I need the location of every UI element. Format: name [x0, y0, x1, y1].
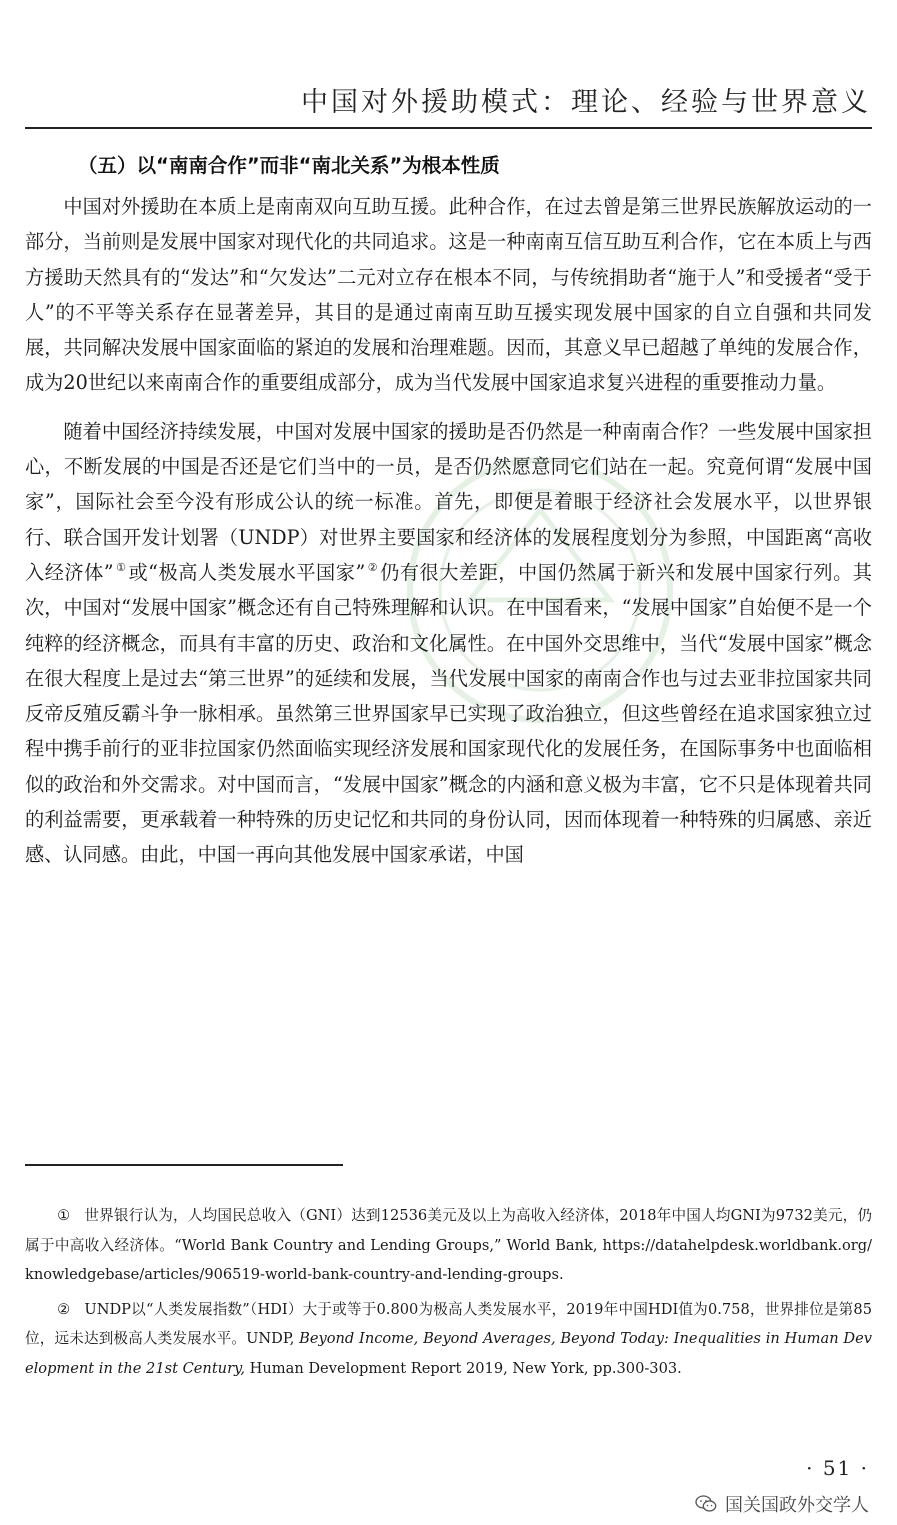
footnotes: [25, 1201, 872, 1383]
running-header-title: 中国对外援助模式：理论、经验与世界意义: [301, 87, 871, 118]
header-rule: [25, 127, 872, 129]
watermark-text: 国关国政外交学人: [725, 1495, 869, 1516]
footnote-1-mark: ①: [57, 1207, 71, 1224]
page-number: · 51 ·: [806, 1456, 869, 1480]
footnote-2-mark: ②: [57, 1300, 71, 1318]
footnote-ref-1[interactable]: ①: [115, 561, 127, 575]
paragraph-2-part-c: 仍有很大差距，中国仍然属于新兴和发展中国家行列。其次，中国对“发展中国家”概念还有自己特殊理解和认识。在中国看来，“发展中国家”自始便不是一个纯粹的经济概念，而具有丰富的历史、政治和文化属性。在中国外交思维中，当代“发展中国家”概念在很大程度上是过去“第三世界”的延续和发展，当代发展中国家的南南合作也与过去亚非拉国家共同反帝反殖反霸斗争一脉相承。虽然第三世界国家早已实现了政治独立，但这些曾经在追求国家独立过程中携手前行的亚非拉国家仍然面临实现经济发展和国家现代化的发展任务，在国际事务中也面临相似的政治和外交需求。对中国而言，“发展中国家”概念的内涵和意义极为丰富，它不只是体现着共同的利益需要，更承载着一种特殊的历史记忆和共同的身份认同，因而体现着一种特殊的归属感、亲近感、认同感。由此，中国一再向其他发展中国家承诺，中国: [25, 560, 872, 867]
main-text: [25, 189, 872, 873]
wechat-icon: [695, 1495, 717, 1513]
footnote-2-book-title: Beyond Income, Beyond Averages, Beyond Today: Inequalities in Human Development in the 21st Century,: [25, 1330, 872, 1377]
paragraph-2-part-a: 随着中国经济持续发展，中国对发展中国家的援助是否仍然是一种南南合作？一些发展中国家担心，不断发展的中国是否还是它们当中的一员，是否仍然愿意同它们站在一起。究竟何谓“发展中国家”，国际社会至今没有形成公认的统一标准。首先，即便是着眼于经济社会发展水平，以世界银行、联合国开发计划署（UNDP）对世界主要国家和经济体的发展程度划分为参照，中国距离“高收入经济体”: [25, 419, 872, 584]
account-watermark: [695, 1491, 869, 1517]
footnote-1-text: 世界银行认为，人均国民总收入（GNI）达到12536美元及以上为高收入经济体，2018年中国人均GNI为9732美元，仍属于中高收入经济体。“World Bank Country and Lending Groups,” World Bank, https://datahelpdesk.worldbank.org/knowledgebase/articles/906519-world-bank-country-and-lending-groups.: [25, 1207, 872, 1283]
footnote-ref-2[interactable]: ②: [367, 561, 379, 575]
footnote-2: [25, 1295, 872, 1384]
footnote-rule: [25, 1164, 343, 1166]
footnote-2-text-b: Human Development Report 2019, New York, pp.300-303.: [245, 1359, 682, 1377]
paragraph-2: [25, 414, 872, 873]
paragraph-1: 中国对外援助在本质上是南南双向互助互援。此种合作，在过去曾是第三世界民族解放运动的一部分，当前则是发展中国家对现代化的共同追求。这是一种南南互信互助互利合作，它在本质上与西方援助天然具有的“发达”和“欠发达”二元对立存在根本不同，与传统捐助者“施于人”和受援者“受于人”的不平等关系存在显著差异，其目的是通过南南互助互援实现发展中国家的自立自强和共同发展，共同解决发展中国家面临的紧迫的发展和治理难题。因而，其意义早已超越了单纯的发展合作，成为20世纪以来南南合作的重要组成部分，成为当代发展中国家追求复兴进程的重要推动力量。: [25, 195, 872, 395]
section-heading: （五）以“南南合作”而非“南北关系”为根本性质: [78, 154, 500, 177]
paragraph-2-part-b: 或“极高人类发展水平国家”: [128, 560, 366, 584]
footnote-2-text-a: UNDP以“人类发展指数”（HDI）大于或等于0.800为极高人类发展水平，2019年中国HDI值为0.758，世界排位是第85位，远未达到极高人类发展水平。UNDP,: [25, 1300, 872, 1347]
footnote-1: [25, 1201, 872, 1290]
